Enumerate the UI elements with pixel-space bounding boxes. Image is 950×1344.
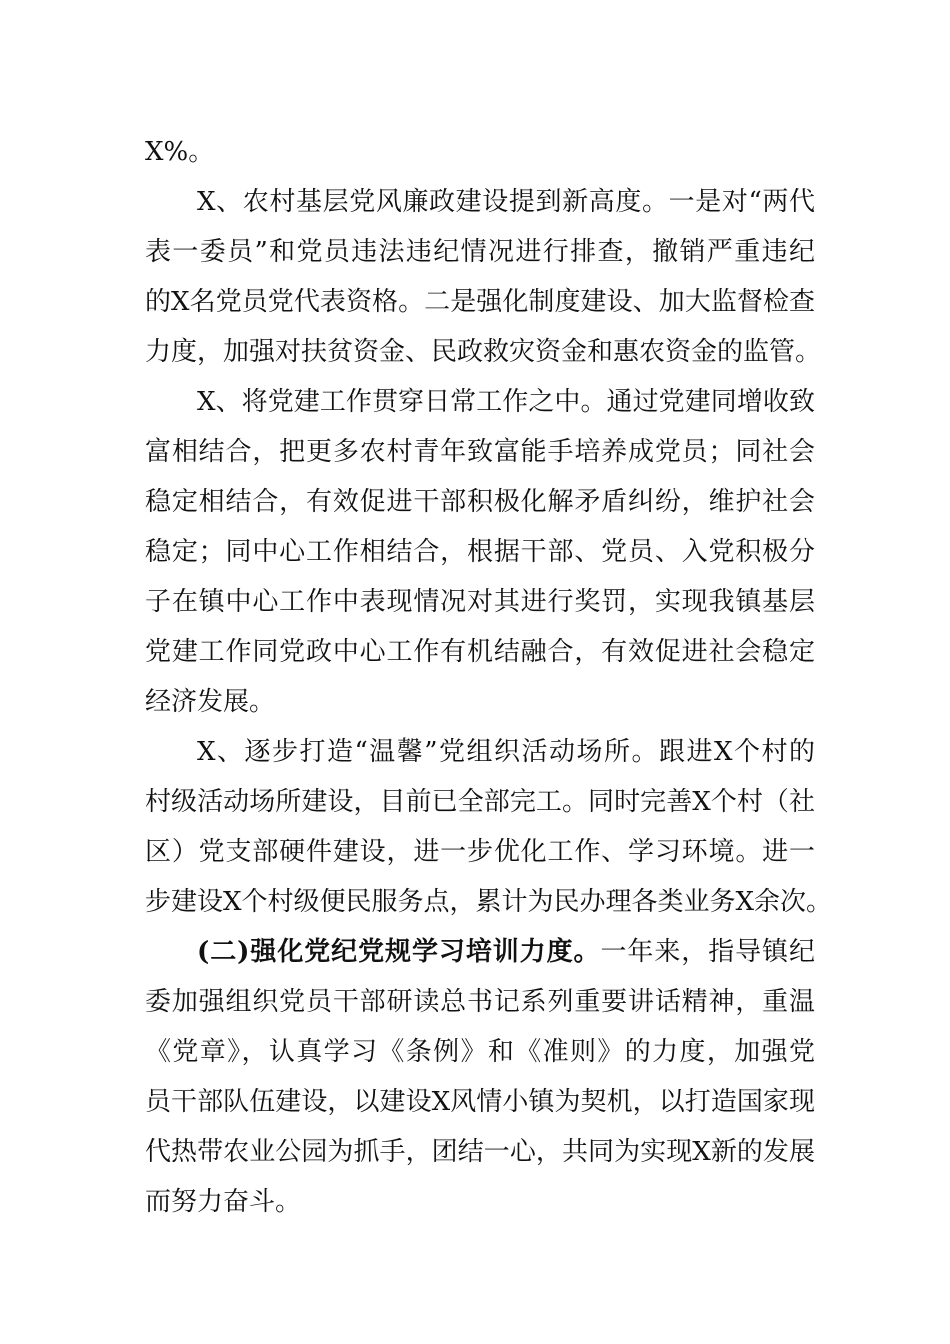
text-line: 委加强组织党员干部研读总书记系列重要讲话精神，重温 bbox=[145, 987, 815, 1017]
text-line: 村级活动场所建设，目前已全部完工。同时完善X个村（社 bbox=[145, 787, 815, 817]
text-line: 步建设X个村级便民服务点，累计为民办理各类业务X余次。 bbox=[145, 887, 833, 917]
text-line: X%。 bbox=[145, 137, 215, 167]
text-line: 子在镇中心工作中表现情况对其进行奖罚，实现我镇基层 bbox=[145, 587, 815, 617]
text-line: 员干部队伍建设，以建设X风情小镇为契机，以打造国家现 bbox=[145, 1087, 815, 1117]
text-line: 稳定相结合，有效促进干部积极化解矛盾纠纷，维护社会 bbox=[145, 487, 815, 517]
text-line: X、将党建工作贯穿日常工作之中。通过党建同增收致 bbox=[197, 387, 815, 417]
text-line: 党建工作同党政中心工作有机结融合，有效促进社会稳定 bbox=[145, 637, 815, 667]
text-line: 稳定；同中心工作相结合，根据干部、党员、入党积极分 bbox=[145, 537, 815, 567]
text-line: 表一委员”和党员违法违纪情况进行排查，撤销严重违纪 bbox=[145, 237, 815, 267]
text-line: 《党章》，认真学习《条例》和《准则》的力度，加强党 bbox=[145, 1037, 815, 1067]
section-heading-line bbox=[197, 932, 815, 972]
text-line: 代热带农业公园为抓手，团结一心，共同为实现X新的发展 bbox=[145, 1137, 815, 1167]
text-line: 富相结合，把更多农村青年致富能手培养成党员；同社会 bbox=[145, 437, 815, 467]
text-line: 区）党支部硬件建设，进一步优化工作、学习环境。进一 bbox=[145, 837, 815, 867]
text-line: 经济发展。 bbox=[145, 687, 276, 717]
text-line: 而努力奋斗。 bbox=[145, 1187, 302, 1217]
text-line: X、农村基层党风廉政建设提到新高度。一是对“两代 bbox=[197, 187, 815, 217]
text-line: X、逐步打造“温馨”党组织活动场所。跟进X个村的 bbox=[197, 737, 815, 767]
section-heading-rest: 一年来，指导镇纪 bbox=[600, 937, 815, 967]
text-line: 力度，加强对扶贫资金、民政救灾资金和惠农资金的监管。 bbox=[145, 337, 822, 367]
section-heading: (二)强化党纪党规学习培训力度。 bbox=[197, 937, 601, 967]
text-line: 的X名党员党代表资格。二是强化制度建设、加大监督检查 bbox=[145, 287, 815, 317]
